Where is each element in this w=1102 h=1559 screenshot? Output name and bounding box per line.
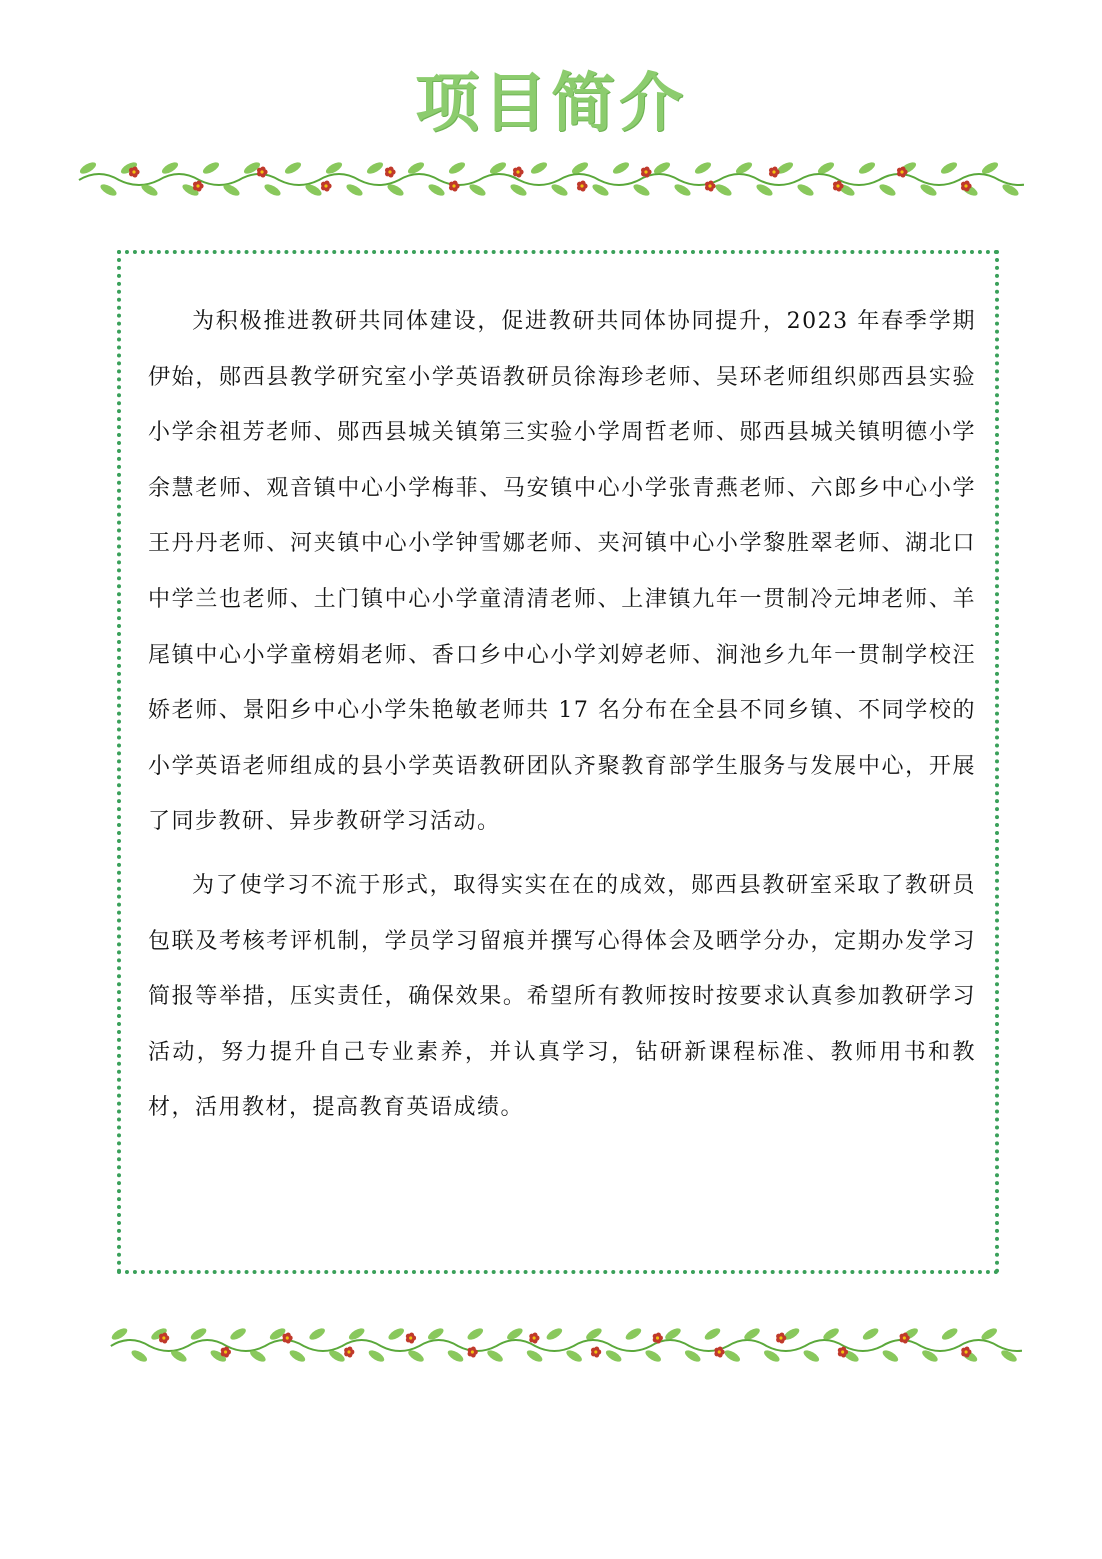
leaf-icon: [939, 160, 959, 176]
leaf-icon: [468, 182, 488, 198]
flower-icon: [406, 1333, 416, 1344]
leaf-icon: [263, 182, 283, 198]
flower-icon: [468, 1347, 478, 1358]
flower-icon: [591, 1347, 601, 1358]
flower-icon: [513, 167, 524, 178]
flower-icon: [282, 1333, 292, 1344]
leaf-icon: [796, 182, 816, 198]
leaf-icon: [466, 1326, 485, 1342]
flower-icon: [129, 167, 140, 178]
leaf-icon: [529, 160, 549, 176]
flower-icon: [577, 181, 588, 192]
intro-paragraph-2: 为了使学习不流于形式，取得实实在在的成效，郧西县教研室采取了教研员包联及考核考评机制，学员学习留痕并撰写心得体会及晒学分办，定期办发学习简报等举措，压实责任，确保效果。希望所有教师按时按要求认真参加教研学习活动，努力提升自己专业素养，并认真学习，钻研新课程标准、教师用书和教材，活用教材，提高教育英语成绩。: [148, 873, 976, 1121]
flower-icon: [449, 181, 460, 192]
leaf-icon: [723, 1348, 742, 1364]
flower-icon: [344, 1347, 354, 1358]
leaf-icon: [703, 1326, 722, 1342]
leaf-icon: [591, 182, 611, 198]
leaf-icon: [632, 182, 652, 198]
leaf-icon: [446, 1348, 465, 1364]
leaf-icon: [486, 1348, 505, 1364]
flower-icon: [159, 1333, 169, 1344]
leaf-icon: [940, 1326, 959, 1342]
leaf-icon: [367, 1348, 386, 1364]
vine-stem: [111, 1340, 1022, 1351]
intro-paragraph-1: 为积极推进教研共同体建设，促进教研共同体协同提升，2023 年春季学期伊始，郧西县教学研究室小学英语教研员徐海珍老师、吴环老师组织郧西县实验小学余祖芳老师、郧西县城关镇第三实验小学周哲老师、郧西县城关镇明德小学余慧老师、观音镇中心小学梅菲、马安镇中心小学张青燕老师、六郎乡中心小学王丹丹老师、河夹镇中心小学钟雪娜老师、夹河镇中心小学黎胜翠老师、湖北口中学兰也老师、土门镇中心小学童清清老师、上津镇九年一贯制冷元坤老师、羊尾镇中心小学童榜娟老师、香口乡中心小学刘婷老师、涧池乡九年一贯制学校汪娇老师、景阳乡中心小学朱艳敏老师共 17 名分布在全县不同乡镇、不同学校的小学英语老师组成的县小学英语教研团队齐聚教育部学生服务与发展中心，开展了同步教研、异步教研学习活动。: [148, 309, 976, 835]
leaf-icon: [427, 182, 447, 198]
leaf-icon: [565, 1348, 584, 1364]
leaf-icon: [365, 160, 385, 176]
leaf-icon: [545, 1326, 564, 1342]
leaf-icon: [447, 160, 467, 176]
leaf-icon: [878, 182, 898, 198]
leaf-icon: [802, 1348, 821, 1364]
flower-icon: [385, 167, 396, 178]
vine-border-top: [74, 146, 1024, 206]
leaf-icon: [881, 1348, 900, 1364]
flower-icon: [321, 181, 332, 192]
leaf-icon: [714, 182, 734, 198]
leaf-icon: [644, 1348, 663, 1364]
leaf-icon: [611, 160, 631, 176]
vine-border-bottom: [106, 1312, 1022, 1372]
leaf-icon: [387, 1326, 406, 1342]
leaf-icon: [308, 1326, 327, 1342]
leaf-icon: [130, 1348, 149, 1364]
flower-icon: [769, 167, 780, 178]
leaf-icon: [283, 160, 303, 176]
leaf-icon: [550, 182, 570, 198]
leaf-icon: [509, 182, 529, 198]
vine-stem: [79, 174, 1024, 185]
leaf-icon: [693, 160, 713, 176]
leaf-icon: [604, 1348, 623, 1364]
leaf-icon: [201, 160, 221, 176]
page-title: 项目简介: [415, 67, 687, 141]
leaf-icon: [525, 1348, 544, 1364]
flower-icon: [257, 167, 268, 178]
leaf-icon: [99, 182, 119, 198]
flower-icon: [776, 1333, 786, 1344]
leaf-icon: [857, 160, 877, 176]
leaf-icon: [624, 1326, 643, 1342]
leaf-icon: [229, 1326, 248, 1342]
flower-icon: [529, 1333, 539, 1344]
leaf-icon: [861, 1326, 880, 1342]
leaf-icon: [345, 182, 365, 198]
leaf-icon: [288, 1348, 307, 1364]
